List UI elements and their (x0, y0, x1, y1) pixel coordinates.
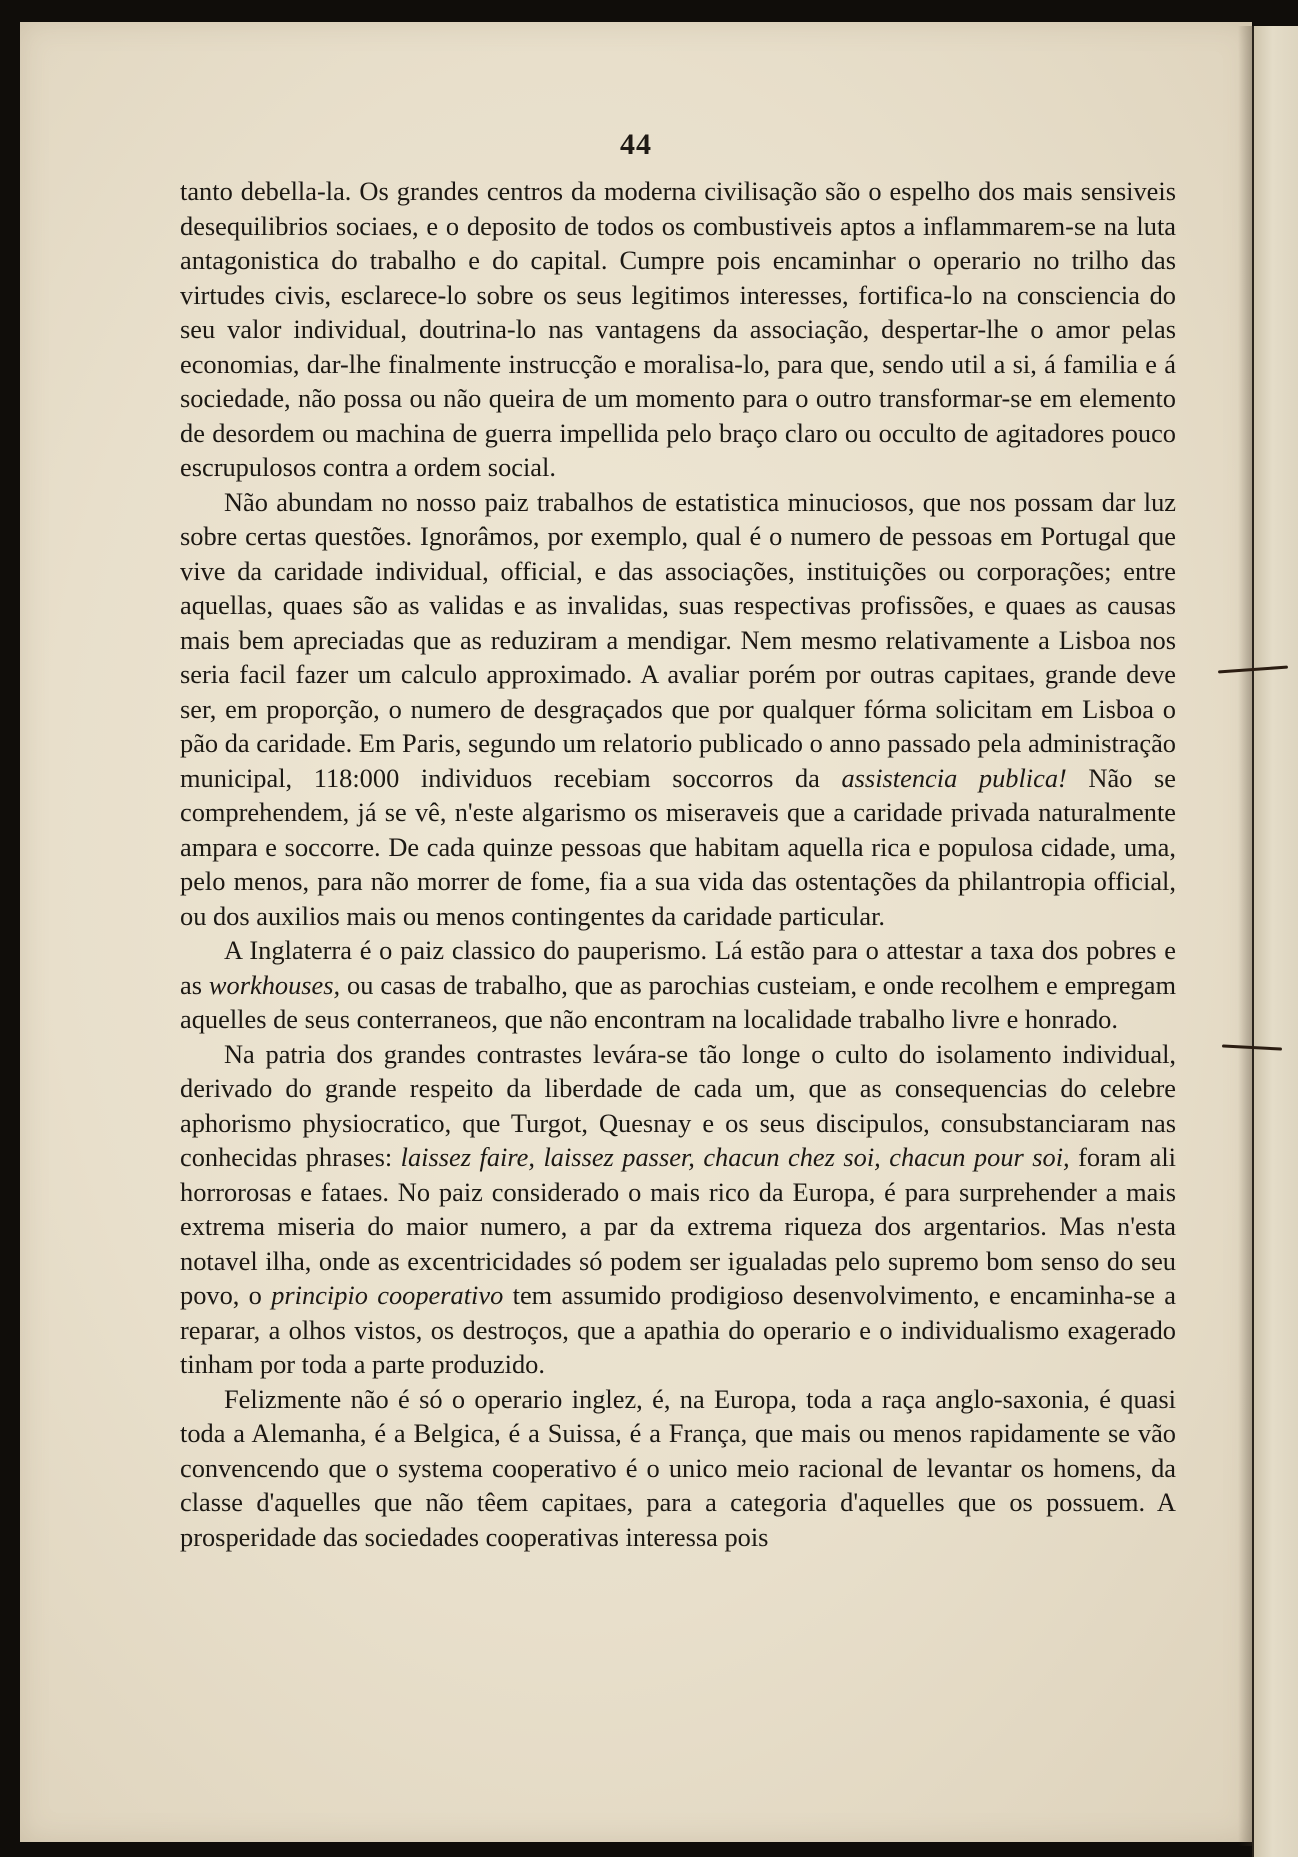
page-body-text (180, 174, 1176, 1554)
text-run: foram ali horrorosas e fataes. No paiz considerado o mais rico da Europa, é para surprehender a mais extrema miseria do maior numero, a par da extrema riqueza dos argentarios. Mas n'esta notavel ilha, onde as excentricidades só podem ser igualadas pelo supremo bom senso do seu povo, o (180, 1142, 1176, 1310)
facing-page-edge (1252, 26, 1298, 1857)
italic-phrase: laissez faire, laissez passer, chacun chez soi, chacun pour soi, (400, 1142, 1070, 1172)
text-run: tem assumido prodigioso desenvolvimento, e encaminha-se a reparar, a olhos vistos, os destroços, que a apathia do operario e o individualismo exagerado tinham por toda a parte produzido. (180, 1280, 1176, 1379)
text-run: Não se comprehendem, já se vê, n'este algarismo os miseraveis que a caridade privada naturalmente ampara e soccorre. De cada quinze pessoas que habitam aquella rica e populosa cidade, uma, pelo menos, para não morrer de fome, fia a sua vida das ostentações da philantropia official, ou dos auxilios mais ou menos contingentes da caridade particular. (180, 762, 1176, 931)
paragraph (180, 933, 1176, 1037)
paragraph (180, 1382, 1176, 1555)
paragraph (180, 485, 1176, 934)
italic-phrase: assistencia publica! (841, 762, 1067, 793)
text-run: Felizmente não é só o operario inglez, é, na Europa, toda a raça anglo-saxonia, é quasi toda a Alemanha, é a Belgica, é a Suissa, é a França, que mais ou menos rapidamente se vão convencendo que o systema cooperativo é o unico meio racional de levantar os homens, da classe d'aquelles que não têem capitaes, para a categoria d'aquelles que os possuem. A prosperidade das sociedades cooperativas interessa pois (180, 1383, 1176, 1552)
paragraph (180, 174, 1176, 485)
text-run: Na patria dos grandes contrastes levára-se tão longe o culto do isolamento individual, derivado do grande respeito da liberdade de cada um, que as consequencias do celebre aphorismo physiocratico, que Turgot, Quesnay e os seus discipulos, consubstanciaram nas conhecidas phrases: (180, 1038, 1176, 1172)
italic-phrase: workhouses, (208, 969, 341, 1000)
book-page (20, 22, 1252, 1842)
text-run: tanto debella-la. Os grandes centros da moderna civilisação são o espelho dos mais sensiveis desequilibrios sociaes, e o deposito de todos os combustiveis aptos a inflammarem-se na luta antagonistica do trabalho e do capital. Cumpre pois encaminhar o operario no trilho das virtudes civis, esclarece-lo sobre os seus legitimos interesses, fortifica-lo na consciencia do seu valor individual, doutrina-lo nas vantagens da associação, despertar-lhe o amor pelas economias, dar-lhe finalmente instrucção e moralisa-lo, para que, sendo util a si, á familia e á sociedade, não possa ou não queira de um momento para o outro transformar-se em elemento de desordem ou machina de guerra impellida pelo braço claro ou occulto de agitadores pouco escrupulosos contra a ordem social. (180, 176, 1176, 482)
italic-phrase: principio cooperativo (271, 1280, 504, 1310)
paragraph (180, 1037, 1176, 1382)
page-number: 44 (620, 128, 652, 161)
text-run: ou casas de trabalho, que as parochias custeiam, e onde recolhem e empregam aquelles de seus conterraneos, que não encontram na localidade trabalho livre e honrado. (180, 969, 1176, 1034)
text-run: A Inglaterra é o paiz classico do pauperismo. Lá estão para o attestar a taxa dos pobres e as (180, 935, 1176, 1000)
text-run: Não abundam no nosso paiz trabalhos de estatistica minuciosos, que nos possam dar luz sobre certas questões. Ignorâmos, por exemplo, qual é o numero de pessoas em Portugal que vive da caridade individual, official, e das associações, instituições ou corporações; entre aquellas, quaes são as validas e as invalidas, suas respectivas profissões, e quaes as causas mais bem apreciadas que as reduziram a mendigar. Nem mesmo relativamente a Lisboa nos seria facil fazer um calculo approximado. A avaliar porém por outras capitaes, grande deve ser, em proporção, o numero de desgraçados que por qualquer fórma solicitam em Lisboa o pão da caridade. Em Paris, segundo um relatorio publicado o anno passado pela administração municipal, 118:000 individuos recebiam soccorros da (180, 486, 1176, 793)
